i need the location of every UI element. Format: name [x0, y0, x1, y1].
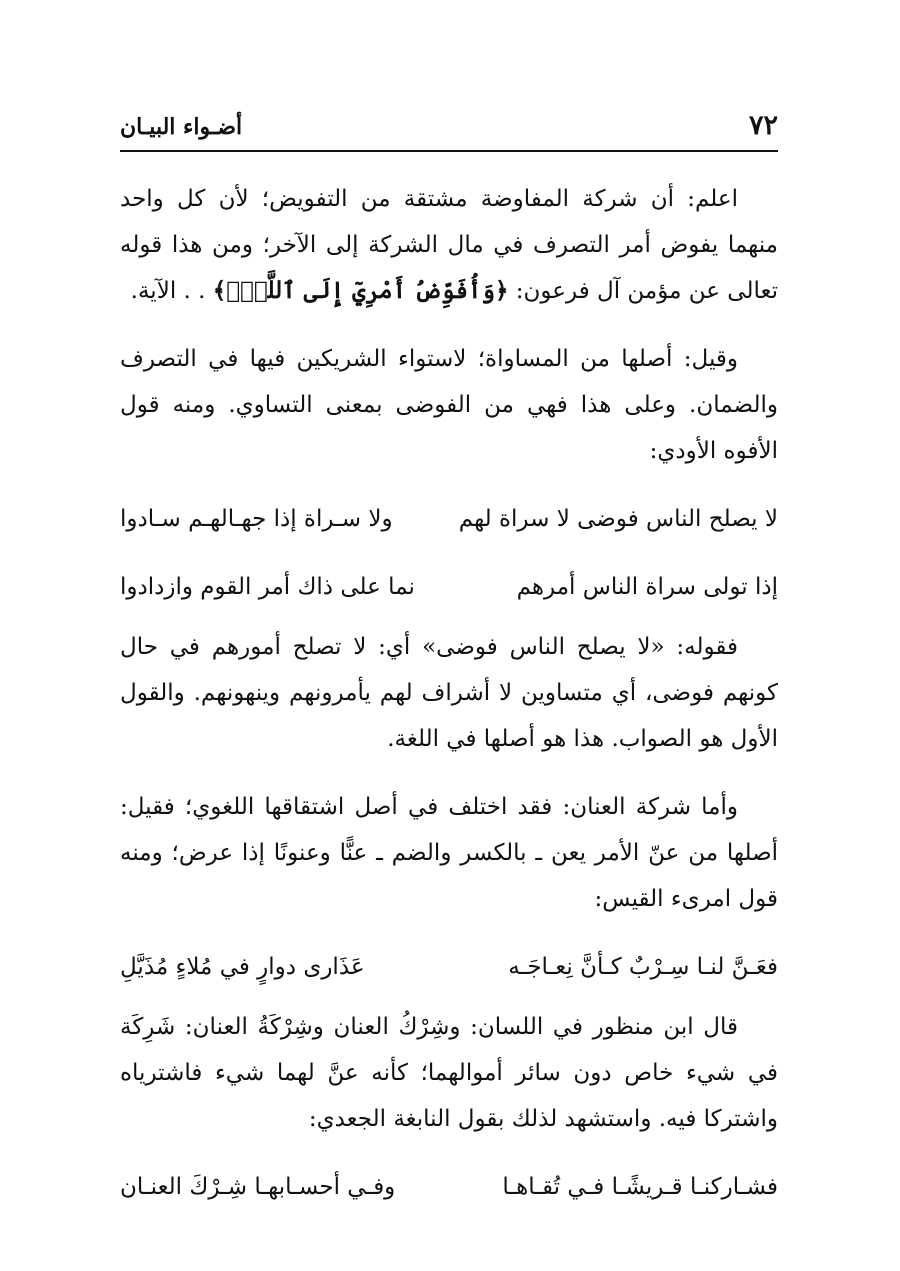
paragraph-lisan: قال ابن منظور في اللسان: وشِرْكُ العنان وشِرْكَةُ العنان: شَرِكَة في شيء خاص دون سائر أموالهما؛ كأنه عنَّ لهما شيء فاشترياه واشتركا فيه. واستشهد لذلك بقول النابغة الجعدي: — [120, 1014, 778, 1132]
running-title: أضـواء البيـان — [120, 114, 243, 140]
poem-line — [120, 1164, 778, 1210]
paragraph-text: . . الآية. — [130, 278, 206, 304]
poem-hemistich-second: ولا سـراة إذا جهـالهـم سـادوا — [120, 506, 393, 532]
paragraph-inan: وأما شركة العنان: فقد اختلف في أصل اشتقاقها اللغوي؛ فقيل: أصلها من عنّ الأمر يعن ـ بالكسر والضم ـ عنًّا وعنونًا إذا عرض؛ ومنه قول امرىء القيس: — [120, 794, 778, 912]
paragraph-mufawada — [120, 176, 778, 314]
poem-hemistich-second: وفـي أحسـابهـا شِـرْكَ العنـان — [120, 1174, 396, 1200]
poem-line — [120, 944, 778, 990]
book-page — [120, 100, 778, 1200]
poem-hemistich-first: فعَـنَّ لنـا سِـرْبٌ كـأنَّ نِعـاجَـه — [508, 954, 778, 980]
quran-verse: ﴿وَأُفَوِّضُ أَمْرِيٓ إِلَى ٱللَّهِۚ﴾ — [212, 277, 509, 304]
page-header — [120, 100, 778, 152]
paragraph-musawat: وقيل: أصلها من المساواة؛ لاستواء الشريكين فيها في التصرف والضمان. وعلى هذا فهي من الفوضى بمعنى التساوي. ومنه قول الأفوه الأودي: — [120, 346, 778, 464]
poem-hemistich-first: فشـاركنـا قـريشًـا فـي تُقـاهـا — [502, 1174, 778, 1200]
poem-hemistich-second: عَذَارى دوارٍ في مُلاءٍ مُذَيَّلِ — [120, 954, 365, 980]
page-body — [120, 152, 778, 1210]
poem-hemistich-first: إذا تولى سراة الناس أمرهم — [516, 574, 778, 600]
paragraph-explanation: فقوله: «لا يصلح الناس فوضى» أي: لا تصلح أمورهم في حال كونهم فوضى، أي متساوين لا أشراف لهم يأمرونهم وينهونهم. والقول الأول هو الصواب. هذا هو أصلها في اللغة. — [120, 634, 778, 752]
poem-line — [120, 496, 778, 542]
poem-hemistich-first: لا يصلح الناس فوضى لا سراة لهم — [458, 506, 778, 532]
poem-line — [120, 564, 778, 610]
paragraph-text: اعلم: أن شركة المفاوضة مشتقة من التفويض؛ لأن كل واحد منهما يفوض أمر التصرف في مال الشركة إلى الآخر؛ ومن هذا قوله تعالى عن مؤمن آل فرعون: — [120, 186, 778, 304]
page-number: ٧٢ — [748, 110, 778, 141]
poem-hemistich-second: نما على ذاك أمر القوم وازدادوا — [120, 574, 415, 600]
